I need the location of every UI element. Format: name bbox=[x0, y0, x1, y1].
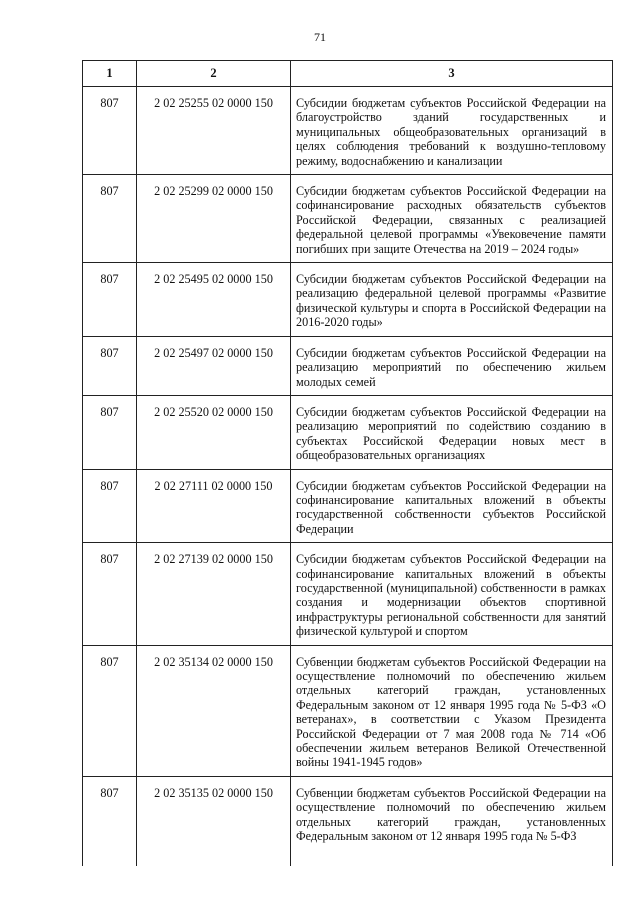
description-cell: Субвенции бюджетам субъектов Российской Федерации на осуществление полномочий по обеспечению жильем отдельных категорий граждан, установленных Федеральным законом от 12 января 1995 года № 5-ФЗ «О ветеранах», в соответствии с Указом Президента Российской Федерации от 7 мая 2008 года № 714 «Об обеспечении жильем ветеранов Великой Отечественной войны 1941-1945 годов» bbox=[291, 645, 613, 776]
admin-code-cell: 807 bbox=[83, 645, 137, 776]
table-row bbox=[83, 263, 613, 337]
admin-code-cell: 807 bbox=[83, 263, 137, 337]
table-header-row bbox=[83, 61, 613, 87]
description-cell: Субсидии бюджетам субъектов Российской Федерации на софинансирование капитальных вложений в объекты государственной (муниципальной) собственности в рамках создания и модернизации объектов спортивной инфраструктуры региональной собственности для занятий физической культурой и спортом bbox=[291, 543, 613, 645]
table-row bbox=[83, 469, 613, 543]
admin-code-cell: 807 bbox=[83, 776, 137, 866]
table-row bbox=[83, 175, 613, 263]
table-row bbox=[83, 645, 613, 776]
admin-code-cell: 807 bbox=[83, 175, 137, 263]
description-cell: Субсидии бюджетам субъектов Российской Федерации на софинансирование расходных обязательств субъектов Российской Федерации, связанных с реализацией федеральной целевой программы «Увековечение памяти погибших при защите Отечества на 2019 – 2024 годы» bbox=[291, 175, 613, 263]
description-cell: Субсидии бюджетам субъектов Российской Федерации на благоустройство зданий государственных и муниципальных общеобразовательных организаций в целях соблюдения требований к воздушно-тепловому режиму, водоснабжению и канализации bbox=[291, 87, 613, 175]
description-cell: Субвенции бюджетам субъектов Российской Федерации на осуществление полномочий по обеспечению жильем отдельных категорий граждан, установленных Федеральным законом от 12 января 1995 года № 5-ФЗ bbox=[291, 776, 613, 866]
income-code-cell: 2 02 35134 02 0000 150 bbox=[137, 645, 291, 776]
income-code-cell: 2 02 25497 02 0000 150 bbox=[137, 336, 291, 395]
page-number: 71 bbox=[314, 30, 326, 44]
income-code-cell: 2 02 27139 02 0000 150 bbox=[137, 543, 291, 645]
table-row bbox=[83, 87, 613, 175]
income-code-cell: 2 02 25299 02 0000 150 bbox=[137, 175, 291, 263]
description-cell: Субсидии бюджетам субъектов Российской Федерации на реализацию мероприятий по содействию созданию в субъектах Российской Федерации новых мест в общеобразовательных организациях bbox=[291, 395, 613, 469]
description-cell: Субсидии бюджетам субъектов Российской Федерации на реализацию федеральной целевой программы «Развитие физической культуры и спорта в Российской Федерации на 2016-2020 годы» bbox=[291, 263, 613, 337]
description-cell: Субсидии бюджетам субъектов Российской Федерации на реализацию мероприятий по обеспечению жильем молодых семей bbox=[291, 336, 613, 395]
income-codes-table bbox=[82, 60, 613, 866]
income-code-cell: 2 02 25495 02 0000 150 bbox=[137, 263, 291, 337]
admin-code-cell: 807 bbox=[83, 543, 137, 645]
column-header-3: 3 bbox=[291, 61, 613, 87]
admin-code-cell: 807 bbox=[83, 87, 137, 175]
admin-code-cell: 807 bbox=[83, 336, 137, 395]
admin-code-cell: 807 bbox=[83, 395, 137, 469]
table-row bbox=[83, 776, 613, 866]
table-row bbox=[83, 395, 613, 469]
income-code-cell: 2 02 25255 02 0000 150 bbox=[137, 87, 291, 175]
description-cell: Субсидии бюджетам субъектов Российской Федерации на софинансирование капитальных вложений в объекты государственной собственности субъектов Российской Федерации bbox=[291, 469, 613, 543]
income-code-cell: 2 02 27111 02 0000 150 bbox=[137, 469, 291, 543]
income-code-cell: 2 02 35135 02 0000 150 bbox=[137, 776, 291, 866]
column-header-2: 2 bbox=[137, 61, 291, 87]
table-row bbox=[83, 336, 613, 395]
column-header-1: 1 bbox=[83, 61, 137, 87]
table-row bbox=[83, 543, 613, 645]
admin-code-cell: 807 bbox=[83, 469, 137, 543]
income-code-cell: 2 02 25520 02 0000 150 bbox=[137, 395, 291, 469]
